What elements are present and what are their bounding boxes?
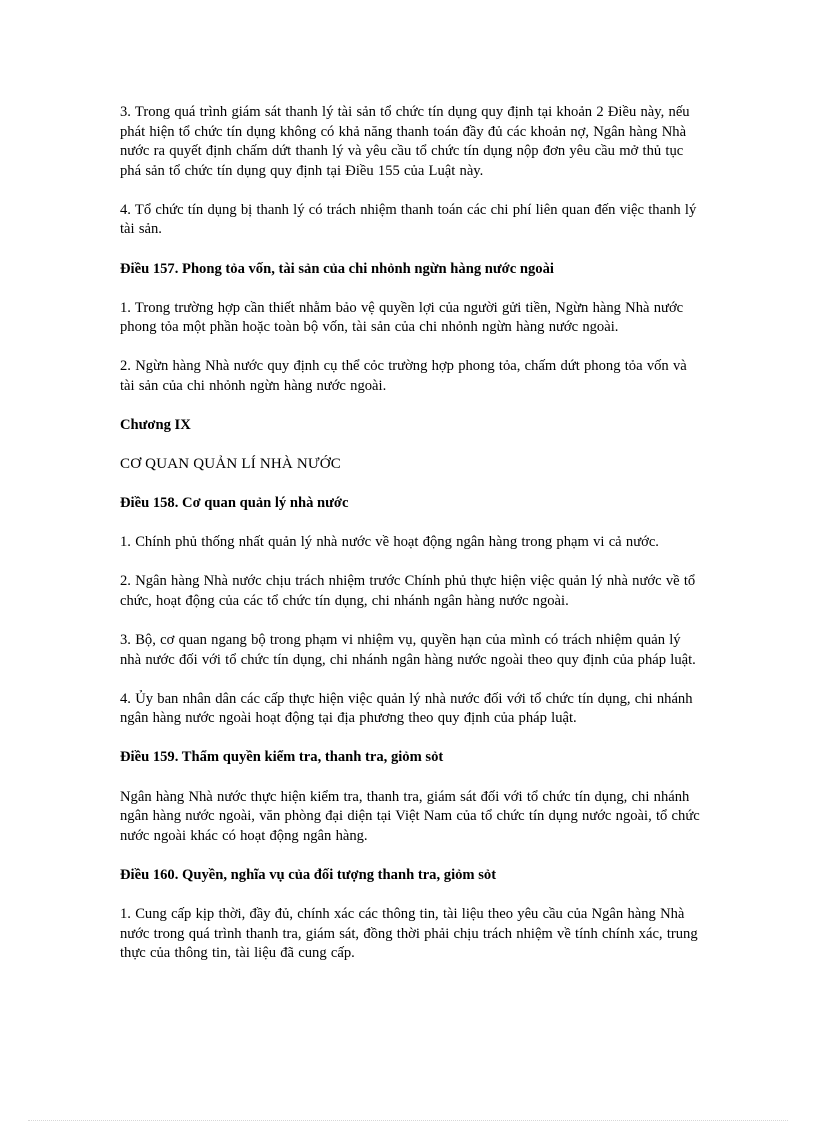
document-page (120, 103, 700, 983)
article-158-clause-1: 1. Chính phủ thống nhất quản lý nhà nước về hoạt động ngân hàng trong phạm vi cả nước. (120, 534, 659, 551)
article-159-body: Ngân hàng Nhà nước thực hiện kiểm tra, thanh tra, giám sát đối với tổ chức tín dụng, chi nhánh ngân hàng nước ngoài, văn phòng đại diện tại Việt Nam của tổ chức tín dụng nước ngoài, tổ chức nước ngoài khác có hoạt động ngân hàng. (120, 788, 700, 844)
paragraph-clause-3: 3. Trong quá trình giám sát thanh lý tài sản tổ chức tín dụng quy định tại khoản 2 Điều này, nếu phát hiện tổ chức tín dụng không có khả năng thanh toán đầy đủ các khoản nợ, Ngân hàng Nhà nước ra quyết định chấm dứt thanh lý và yêu cầu tổ chức tín dụng nộp đơn yêu cầu mở thủ tục phá sản tổ chức tín dụng quy định tại Điều 155 của Luật này. (120, 104, 690, 179)
article-157-clause-2: 2. Ngừn hàng Nhà nước quy định cụ thể cỏc trường hợp phong tỏa, chấm dứt phong tỏa vốn và tài sản của chi nhỏnh ngừn hàng nước ngoài. (120, 358, 687, 394)
article-158-clause-2: 2. Ngân hàng Nhà nước chịu trách nhiệm trước Chính phủ thực hiện việc quản lý nhà nước về tổ chức, hoạt động của các tổ chức tín dụng, chi nhánh ngân hàng nước ngoài. (120, 573, 696, 609)
article-157-heading: Điều 157. Phong tỏa vốn, tài sản của chi nhỏnh ngừn hàng nước ngoài (120, 260, 554, 277)
paragraph-clause-4: 4. Tổ chức tín dụng bị thanh lý có trách nhiệm thanh toán các chi phí liên quan đến việc thanh lý tài sản. (120, 201, 697, 238)
article-158-heading: Điều 158. Cơ quan quản lý nhà nước (120, 495, 349, 512)
page-bottom-divider (28, 1120, 788, 1121)
article-160-clause-1: 1. Cung cấp kịp thời, đầy đủ, chính xác các thông tin, tài liệu theo yêu cầu của Ngân hàng Nhà nước trong quá trình thanh tra, giám sát, đồng thời phải chịu trách nhiệm về tính chính xác, trung thực của thông tin, tài liệu đã cung cấp. (120, 905, 698, 962)
chapter-title: CƠ QUAN QUẢN LÍ NHÀ NƯỚC (120, 456, 342, 473)
article-160-heading: Điều 160. Quyền, nghĩa vụ của đối tượng thanh tra, giỏm sỏt (120, 866, 497, 883)
article-159-heading: Điều 159. Thẩm quyền kiểm tra, thanh tra, giỏm sỏt (120, 749, 444, 766)
chapter-heading: Chương IX (120, 417, 191, 434)
article-157-clause-1: 1. Trong trường hợp cần thiết nhằm bảo vệ quyền lợi của người gửi tiền, Ngừn hàng Nhà nước phong tỏa một phần hoặc toàn bộ vốn, tài sản của chi nhỏnh ngừn hàng nước ngoài. (120, 299, 684, 336)
article-158-clause-4: 4. Ủy ban nhân dân các cấp thực hiện việc quản lý nhà nước đối với tổ chức tín dụng, chi nhánh ngân hàng nước ngoài hoạt động tại địa phương theo quy định của pháp luật. (120, 690, 693, 727)
article-158-clause-3: 3. Bộ, cơ quan ngang bộ trong phạm vi nhiệm vụ, quyền hạn của mình có trách nhiệm quản lý nhà nước đối với tổ chức tín dụng, chi nhánh ngân hàng nước ngoài theo quy định của pháp luật. (120, 632, 696, 668)
